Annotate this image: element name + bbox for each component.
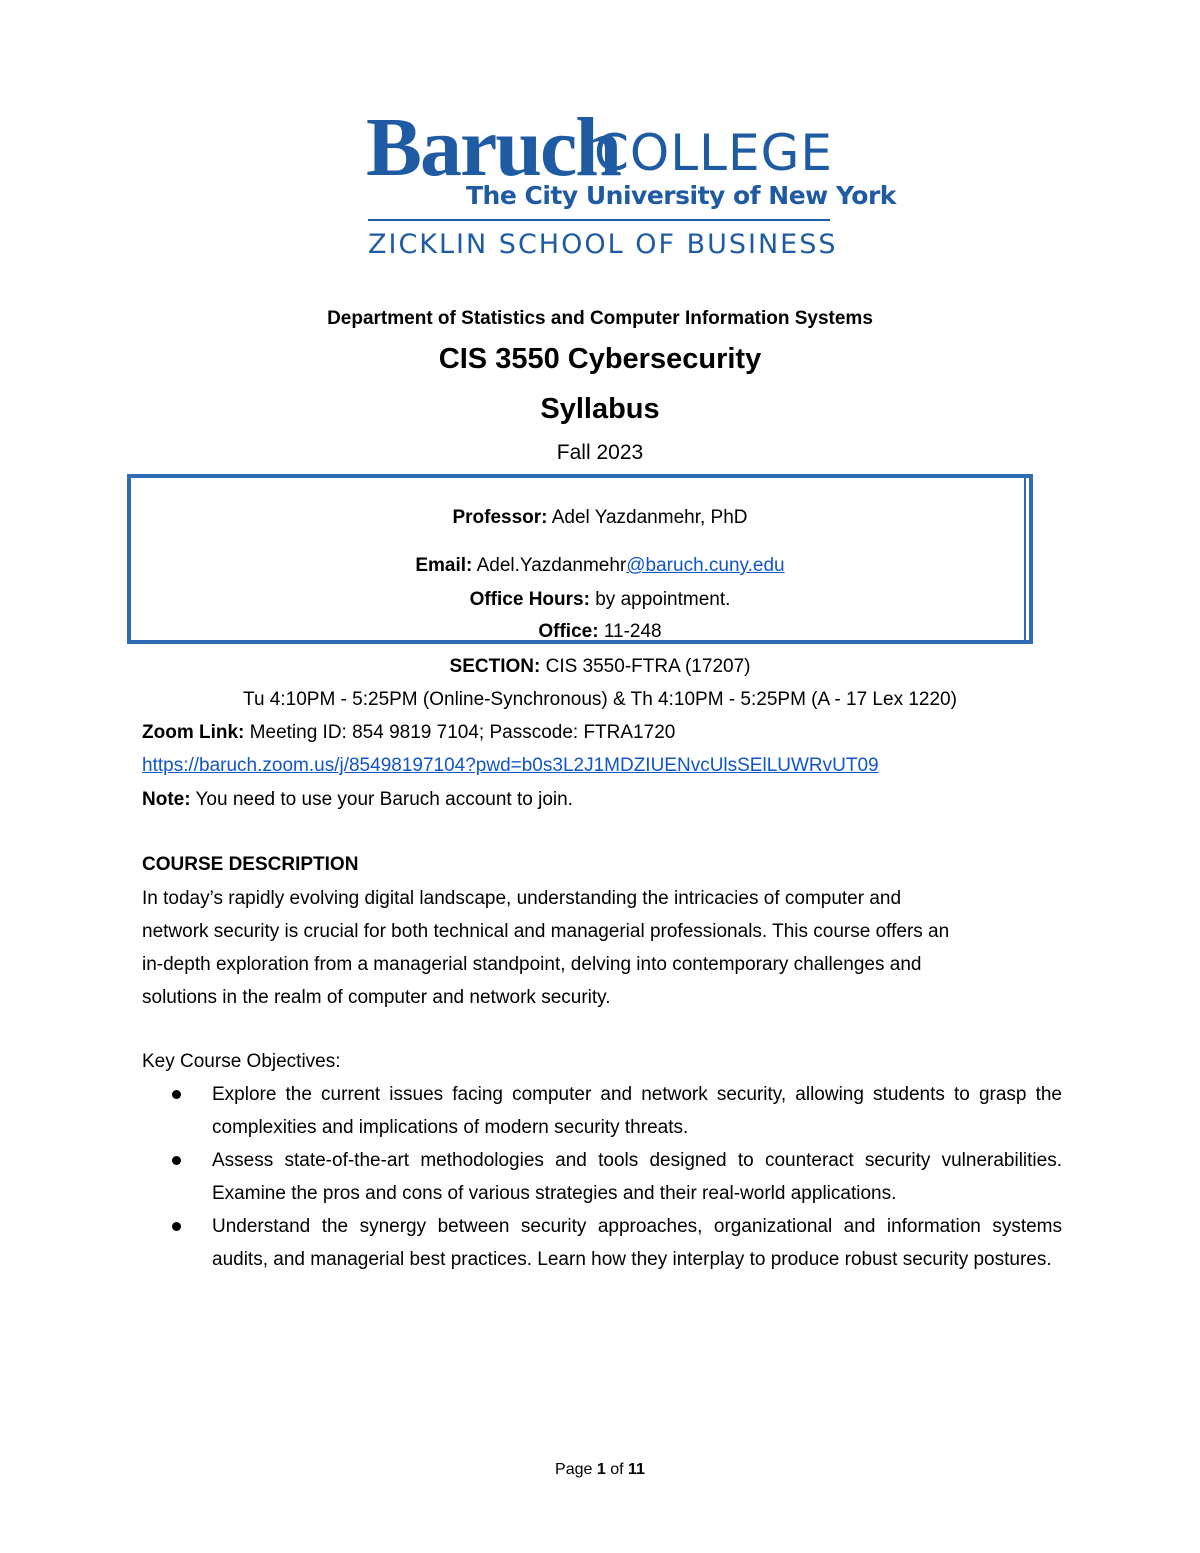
- professor-label: Professor:: [452, 507, 548, 528]
- objective-item: [142, 1210, 1062, 1276]
- page-word: Page: [555, 1461, 593, 1478]
- course-description-body: [142, 882, 1062, 1014]
- term: Fall 2023: [556, 441, 644, 464]
- zoom-meeting-info: Meeting ID: 854 9819 7104; Passcode: FTRA1720: [249, 722, 676, 743]
- email-user: Adel.Yazdanmehr: [476, 555, 627, 576]
- note-text: You need to use your Baruch account to join.: [195, 789, 573, 810]
- email-line: [0, 554, 1200, 578]
- objective-item: [142, 1078, 1062, 1144]
- logo-baruch-wordmark: Baruch: [366, 101, 621, 194]
- office-hours-value: by appointment.: [595, 589, 731, 610]
- note-line: [142, 788, 1062, 812]
- section-line: [0, 655, 1200, 679]
- logo-university-name: The City University of New York: [466, 181, 896, 210]
- description-line: solutions in the realm of computer and network security.: [142, 987, 611, 1008]
- office-line: [0, 620, 1200, 644]
- office-hours-line: [0, 588, 1200, 612]
- objective-item: [142, 1144, 1062, 1210]
- course-description-heading: COURSE DESCRIPTION: [142, 854, 359, 875]
- logo-divider: [368, 219, 830, 221]
- description-line: in-depth exploration from a managerial standpoint, delving into contemporary challenges and: [142, 954, 922, 975]
- zoom-label: Zoom Link:: [142, 722, 245, 743]
- page-footer: [0, 1460, 1200, 1480]
- course-title: CIS 3550 Cybersecurity: [438, 343, 762, 375]
- page-total: 11: [628, 1461, 645, 1478]
- objectives-heading: Key Course Objectives:: [142, 1051, 341, 1072]
- document-type: Syllabus: [540, 393, 660, 425]
- note-label: Note:: [142, 789, 191, 810]
- logo-college-wordmark: COLLEGE: [594, 124, 833, 182]
- bullet-icon: [172, 1156, 181, 1165]
- objective-text: Assess state-of-the-art methodologies and tools designed to counteract security vulnerabilities. Examine the pros and cons of various strategies and their real-world applications.: [212, 1150, 1062, 1204]
- page-number: 1: [596, 1461, 606, 1478]
- office-label: Office:: [538, 621, 599, 642]
- objectives-list: [142, 1078, 1062, 1276]
- email-label: Email:: [415, 555, 473, 576]
- zoom-url-line: [142, 754, 1062, 778]
- office-hours-label: Office Hours:: [469, 589, 590, 610]
- schedule-line: Tu 4:10PM - 5:25PM (Online-Synchronous) & Th 4:10PM - 5:25PM (A - 17 Lex 1220): [243, 689, 957, 710]
- email-link[interactable]: @baruch.cuny.edu: [626, 555, 785, 576]
- section-value: CIS 3550-FTRA (17207): [545, 656, 751, 677]
- section-label: SECTION:: [449, 656, 541, 677]
- office-value: 11-248: [603, 621, 662, 642]
- of-word: of: [610, 1461, 624, 1478]
- bullet-icon: [172, 1090, 181, 1099]
- professor-name: Adel Yazdanmehr, PhD: [551, 507, 748, 528]
- department-name: Department of Statistics and Computer Information Systems: [327, 308, 873, 329]
- zoom-line: [142, 721, 1062, 745]
- zoom-url-link[interactable]: https://baruch.zoom.us/j/85498197104?pwd=b0s3L2J1MDZIUENvcUlsSElLUWRvUT09: [142, 755, 879, 776]
- logo-school-name: ZICKLIN SCHOOL OF BUSINESS: [368, 229, 838, 260]
- objective-text: Understand the synergy between security approaches, organizational and information systems audits, and managerial best practices. Learn how they interplay to produce robust security postures.: [212, 1216, 1062, 1270]
- objective-text: Explore the current issues facing computer and network security, allowing students to grasp the complexities and implications of modern security threats.: [212, 1084, 1062, 1138]
- description-line: network security is crucial for both technical and managerial professionals. This course offers an: [142, 921, 950, 942]
- description-line: In today’s rapidly evolving digital landscape, understanding the intricacies of computer and: [142, 888, 902, 909]
- professor-line: [0, 506, 1200, 530]
- bullet-icon: [172, 1222, 181, 1231]
